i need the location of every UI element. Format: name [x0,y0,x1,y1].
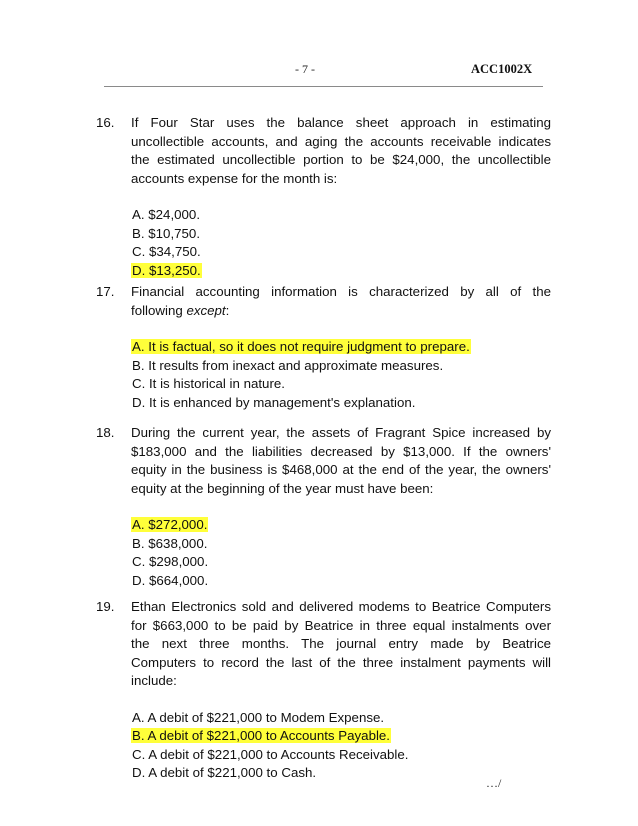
question-body [131,424,551,590]
question-number: 17. [96,284,115,299]
option-text: B. $638,000. [132,535,208,551]
option-text: A. A debit of $221,000 to Modem Expense. [132,709,385,725]
stem-line: $183,000 and the liabilities decreased by $13,000. If the owners' [131,443,551,459]
question-stem [131,114,551,188]
option-text: A. $24,000. [132,207,201,222]
stem-line: Financial accounting information is characterized by all of the [131,284,551,299]
option-d [131,394,551,413]
question-number: 18. [96,425,115,440]
answer-options [131,709,551,783]
option-text: C. A debit of $221,000 to Accounts Receivable. [132,746,409,762]
stem-line: equity in the business is $468,000 at the end of the year, the owners' [131,462,551,477]
option-text: D. It is enhanced by management's explanation. [132,394,416,410]
option-b [131,535,551,554]
option-d [131,572,551,591]
option-c [131,746,551,765]
option-a [131,516,551,535]
question-number: 19. [96,599,115,614]
stem-line: the next three months. The journal entry made by Beatrice [131,636,551,651]
stem-line: Computers to record the last of the three instalment payments will [131,654,551,670]
question-body [131,283,551,412]
stem-suffix: : [225,302,230,318]
continuation-mark: …/ [486,776,502,790]
stem-text: following [131,302,183,318]
stem-line: equity at the beginning of the year must have been: [131,480,434,496]
answer-options [131,338,551,412]
stem-line: Ethan Electronics sold and delivered modems to Beatrice Computers [131,599,551,614]
stem-line: If Four Star uses the balance sheet approach in estimating [131,115,551,130]
option-a [131,338,551,357]
page-number: - 7 - [295,62,315,76]
option-text: A. $272,000. [132,517,208,532]
option-text: D. A debit of $221,000 to Cash. [132,765,317,780]
stem-line-last [131,302,551,321]
option-text: B. It results from inexact and approximate measures. [132,357,444,373]
stem-line: for $663,000 to be paid by Beatrice in three equal instalments over [131,617,551,633]
option-a [131,709,551,728]
question-stem [131,424,551,498]
answer-options [131,206,551,280]
question-stem [131,283,551,320]
option-c [131,243,551,262]
option-text: C. $34,750. [132,244,201,259]
stem-line: During the current year, the assets of Fragrant Spice increased by [131,425,551,440]
option-b [131,727,551,746]
option-c [131,553,551,572]
option-c [131,375,551,394]
answer-options [131,516,551,590]
question-body [131,598,551,783]
option-text: A. It is factual, so it does not require judgment to prepare. [132,339,470,354]
stem-line: the estimated uncollectible portion to be $24,000, the uncollectible [131,152,551,167]
question-stem [131,598,551,691]
option-text: B. $10,750. [132,225,201,241]
option-b [131,357,551,376]
stem-line: accounts expense for the month is: [131,170,338,186]
stem-line: include: [131,673,177,688]
course-code: ACC1002X [471,62,533,76]
question-number: 16. [96,115,115,130]
option-text: B. A debit of $221,000 to Accounts Payable. [132,728,391,743]
option-b [131,225,551,244]
option-text: C. $298,000. [132,554,209,569]
header-divider [104,86,543,87]
option-text: D. $13,250. [132,262,201,278]
page-header [0,62,638,80]
stem-line: uncollectible accounts, and aging the accounts receivable indicates [131,133,551,149]
option-text: D. $664,000. [132,572,209,588]
option-d [131,262,551,281]
option-a [131,206,551,225]
question-body [131,114,551,280]
option-text: C. It is historical in nature. [132,376,285,391]
stem-emphasis: except [186,302,226,318]
